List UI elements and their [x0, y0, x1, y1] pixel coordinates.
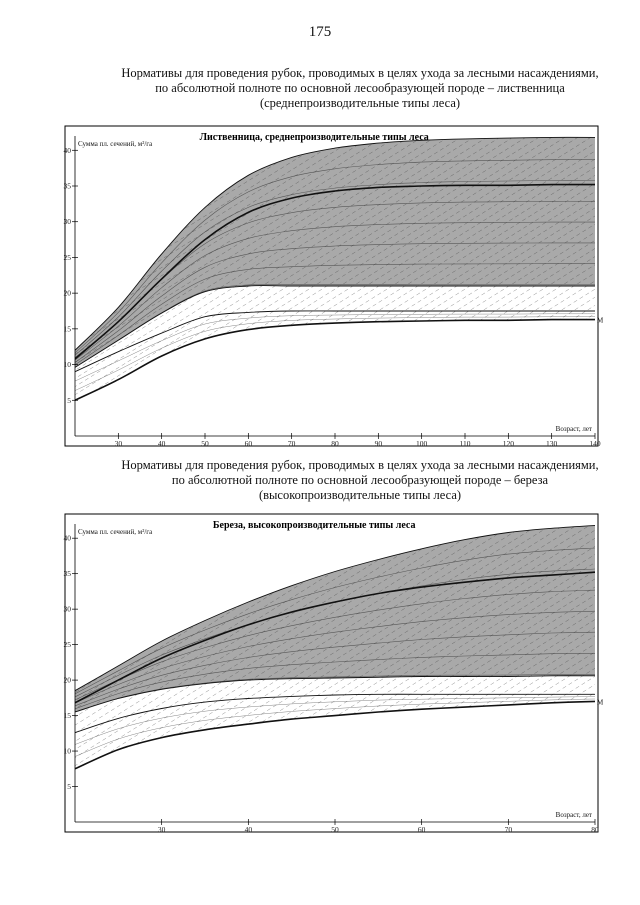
- y-axis-label: Сумма пл. сечений, м²/га: [78, 528, 153, 536]
- x-tick-label: 90: [374, 439, 383, 448]
- x-tick-label: 60: [417, 825, 426, 834]
- y-tick-label: 5: [67, 395, 71, 405]
- series-annotation-m: M: [597, 316, 604, 325]
- x-tick-label: 70: [504, 825, 513, 834]
- hatch-line: [633, 136, 640, 436]
- hatch-line: [622, 524, 640, 822]
- y-tick-label: 40: [63, 533, 71, 543]
- x-tick-label: 30: [114, 439, 123, 448]
- y-tick-label: 15: [63, 324, 71, 334]
- x-tick-label: 140: [589, 439, 601, 448]
- x-axis-label: Возраст, лет: [555, 811, 592, 819]
- y-tick-label: 10: [63, 746, 71, 756]
- caption-line: Нормативы для проведения рубок, проводимых в целях ухода за лесными насаждениями,: [121, 66, 599, 80]
- caption-line: (среднепроизводительные типы леса): [259, 96, 461, 110]
- hatch-line: [635, 524, 640, 822]
- birch-chart: [0, 512, 640, 837]
- chart-title: Лиственница, среднепроизводительные типы леса: [199, 132, 429, 143]
- y-tick-label: 20: [63, 675, 71, 685]
- hatch-line: [594, 136, 640, 436]
- hatch-line: [607, 136, 640, 436]
- hatch-line: [620, 136, 640, 436]
- y-tick-label: 5: [67, 782, 71, 792]
- x-tick-label: 50: [201, 439, 209, 448]
- y-tick-label: 40: [63, 145, 71, 155]
- series-annotation-m: M: [597, 698, 604, 707]
- x-tick-label: 30: [157, 825, 166, 834]
- y-tick-label: 25: [63, 252, 71, 262]
- x-tick-label: 80: [331, 439, 339, 448]
- x-tick-label: 40: [244, 825, 253, 834]
- x-tick-label: 40: [157, 439, 166, 448]
- y-tick-label: 30: [63, 217, 71, 227]
- y-axis-label: Сумма пл. сечений, м²/га: [78, 140, 153, 148]
- y-tick-label: 20: [63, 288, 71, 298]
- x-tick-label: 110: [459, 439, 471, 448]
- hatch-line: [596, 524, 640, 822]
- x-tick-label: 100: [416, 439, 428, 448]
- x-tick-label: 70: [287, 439, 296, 448]
- x-tick-label: 80: [591, 825, 599, 834]
- caption-line: (высокопроизводительные типы леса): [258, 488, 462, 502]
- hatch-line: [609, 524, 640, 822]
- chart-caption-larch: [60, 66, 640, 111]
- chart-title: Береза, высокопроизводительные типы леса: [212, 520, 416, 531]
- y-tick-label: 35: [63, 181, 71, 191]
- y-tick-label: 35: [63, 569, 71, 579]
- caption-line: Нормативы для проведения рубок, проводимых в целях ухода за лесными насаждениями,: [121, 458, 599, 472]
- plot-area: [0, 131, 640, 441]
- y-tick-label: 15: [63, 711, 71, 721]
- x-tick-label: 50: [331, 825, 339, 834]
- x-tick-label: 60: [244, 439, 253, 448]
- x-tick-label: 120: [502, 439, 514, 448]
- x-axis-label: Возраст, лет: [555, 425, 592, 433]
- caption-line: по абсолютной полноте по основной лесообразующей породе – лиственница: [155, 81, 565, 95]
- y-tick-label: 25: [63, 640, 71, 650]
- x-tick-label: 130: [546, 439, 558, 448]
- plot-area: [0, 519, 640, 827]
- y-tick-label: 10: [63, 360, 71, 370]
- larch-chart: [0, 120, 640, 450]
- caption-line: по абсолютной полноте по основной лесообразующей породе – береза: [171, 473, 549, 487]
- y-tick-label: 30: [63, 604, 71, 614]
- page-number: 175: [308, 24, 332, 40]
- chart-caption-birch: [60, 458, 640, 503]
